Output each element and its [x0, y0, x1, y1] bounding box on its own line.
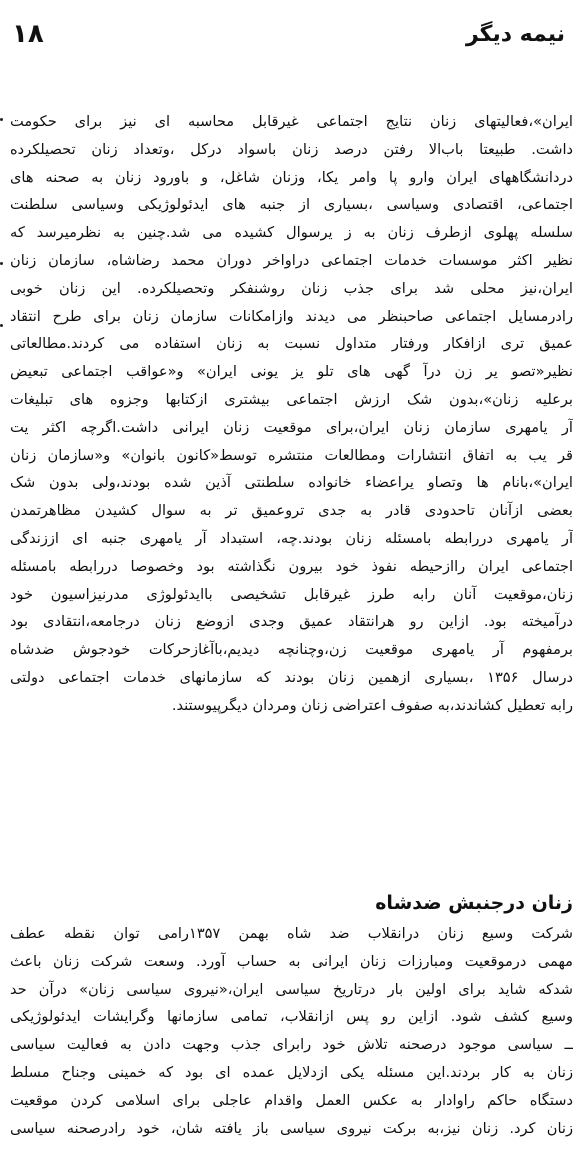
- text-line: اجتماعی، اقتصادی وسیاسی ،بسیاری از جنبه های ایدئولوژیکی وسیاسی سلطنت: [10, 196, 573, 214]
- text-line: برمفهوم آر یامهری موقعیت زن،وچنانچه دیدیم،باآغازحرکات خودجوش ضدشاه: [10, 641, 573, 659]
- text-line: زنان،موقعیت آنان رابه طرز غیرقابل تشخیصی باایدئولوژی مدرنیزاسیون خود: [10, 585, 573, 603]
- page-number: ۱۸: [12, 19, 44, 49]
- text-line: نظیر اکثر موسسات خدمات اجتماعی دراواخر دوران محمد رضاشاه، سازمان زنان: [10, 251, 573, 269]
- text-line: مهمی درموقعیت ومبارزات زنان ایرانی به حساب آورد. وسعت شرکت زنان باعث: [10, 952, 573, 970]
- text-line: زنان کرد. زنان نیز،به برکت نیروی سیاسی باز یافته شان، خود رادرصحنه سیاسی: [10, 1119, 573, 1137]
- margin-mark: [0, 324, 3, 327]
- margin-mark: [0, 118, 3, 121]
- margin-mark: [0, 262, 3, 265]
- text-line: قر یب به اتفاق انتشارات ومطالعات منتشره توسط«کانون بانوان» و«سازمان زنان: [10, 446, 573, 464]
- text-line: شرکت وسیع زنان درانقلاب ضد شاه بهمن ۱۳۵۷رامی توان نقطه عطف: [10, 925, 573, 942]
- text-line: درآمیخته بود. ازاین رو هرانتقاد عمیق وجدی ازوضع زنان درجامعه،انتقادی بود: [10, 613, 573, 631]
- running-title: نیمه دیگر: [465, 21, 565, 47]
- text-line: دستگاه حاکم راوادار به عکس العمل واقدام عاجلی برای اسلامی کردن موقعیت: [10, 1091, 573, 1109]
- text-line: اجتماعی ایران راازحیطه نفوذ خود بیرون نگذاشته بود وخصوصا دررابطه بامسئله: [10, 557, 573, 575]
- text-line: دردانشگاههای ایران وارو پا وامر یکا، وزنان شاغل، و باورود زنان به صحنه های: [10, 168, 573, 186]
- text-line: آر یامهری دررابطه بامسئله زنان بودند.چه، استبداد آر یامهری جنبه ای اززندگی: [10, 529, 573, 547]
- paragraph-2: [10, 920, 573, 1142]
- text-line: رادرمسایل اجتماعی صاحبنظر می دیدند وازامکانات سازمان زنان برای طرح انتقاد: [10, 307, 573, 325]
- text-line: نظیر«تصو یر زن درآ گهی های تلو یز یونی ایران» و«عواقب اجتماعی تبعیض: [10, 363, 573, 381]
- text-line: داشت. طبیعتا باب‌الا رفتن درصد زنان باسواد درکل ،وتعداد زنان تحصیلکرده: [10, 140, 573, 158]
- page-header: [12, 14, 565, 54]
- text-line: بعضی ازآنان تاحدودی قادر به جدی تروعمیق تر به سوال کشیدن مظاهرتمدن: [10, 502, 573, 520]
- text-line: درسال ۱۳۵۶ ،بسیاری ازهمین زنان بودند که سازمانهای خدمات اجتماعی دولتی: [10, 668, 573, 686]
- text-line: رابه تعطیل کشاندند،به صفوف اعتراضی زنان ومردان دیگرپیوستند.: [171, 696, 573, 714]
- text-line: ایران»،بانام ها وتصاو یراعضاء خانواده سلطنتی آذین شده بودند،ولی بدون شک: [10, 474, 573, 492]
- text-line: سلسله پهلوی ازطرف زنان به ز یرسوال کشیده می شد.چنین به نظرمیرسد که: [10, 224, 573, 242]
- text-line: زنان به کار بردند.این مسئله یکی ازدلایل عمده ای بود که خمینی وجناح مسلط: [10, 1063, 573, 1081]
- text-line: آر یامهری سازمان زنان ایران،برای موقعیت زنان ایرانی داشت.اگرچه اکثر یت: [10, 418, 573, 436]
- text-line: شدکه شاید برای اولین بار درتاریخ سیاسی ایران،«نیروی سیاسی زنان» درآن حد: [10, 980, 573, 998]
- paragraph-1: [10, 108, 573, 720]
- text-line: وسیع کشف شود. ازاین رو پس ازانقلاب، تمامی سازمانها وگرایشات ایدئولوژیکی: [10, 1008, 573, 1026]
- text-line: ایران»،فعالیتهای زنان نتایج اجتماعی غیرقابل محاسبه ای نیز برای حکومت: [10, 113, 573, 130]
- text-line: برعلیه زنان»،بدون شک ارزش اجتماعی بیشتری ازکتابها وجزوه های تبلیغات: [10, 390, 573, 408]
- text-line: عمیق تری ازافکار ورفتار متداول نسبت به زنان استفاده می کردند.مطالعاتی: [10, 335, 573, 353]
- text-line: ایران،نیز محلی شد برای جذب زنان روشنفکر وتحصیلکرده. این زنان خوبی: [10, 279, 573, 297]
- section-heading: زنان درجنبش ضدشاه: [375, 892, 573, 914]
- text-line: ــ سیاسی موجود درصحنه تلاش خود رابرای جذب وجهت دادن به فعالیت سیاسی: [10, 1036, 573, 1054]
